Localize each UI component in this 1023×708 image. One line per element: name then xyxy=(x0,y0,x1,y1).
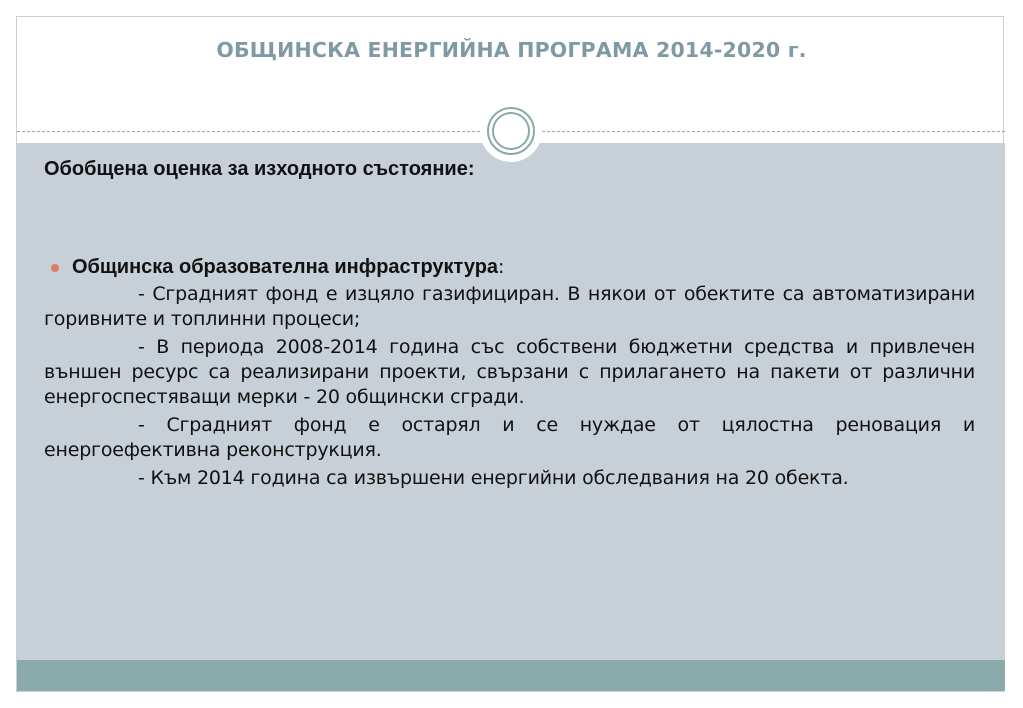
slide-body xyxy=(44,158,975,491)
paragraph-gasification: - Сградният фонд е изцяло газифициран. В някои от обектите са автоматизирани горивните и топлинни процеси; xyxy=(44,283,975,330)
section-heading: Обобщена оценка за изходното състояние: xyxy=(44,158,475,180)
footer-bar xyxy=(17,660,1005,691)
bullet-label: Общинска образователна инфраструктура xyxy=(72,256,499,278)
paragraph-renovation: - Сградният фонд е остарял и се нуждае от цялостна реновация и енергоефективна реконструкция. xyxy=(44,414,975,461)
ornament-inner-ring xyxy=(492,112,530,150)
slide-title: ОБЩИНСКА ЕНЕРГИЙНА ПРОГРАМА 2014-2020 г. xyxy=(216,38,807,62)
paragraph-projects: - В периода 2008-2014 година със собствени бюджетни средства и привлечен външен ресурс са реализирани проекти, свързани с прилагането на пакети от различни енергоспестяващи мерки - 20 общински сгради. xyxy=(44,336,975,408)
bullet-dot-icon xyxy=(51,264,59,272)
bullet-suffix: : xyxy=(498,256,505,278)
circle-ornament-icon xyxy=(480,100,542,162)
bullet-item xyxy=(44,256,975,279)
paragraph-audits: - Към 2014 година са извършени енергийни обследвания на 20 обекта. xyxy=(138,467,849,489)
